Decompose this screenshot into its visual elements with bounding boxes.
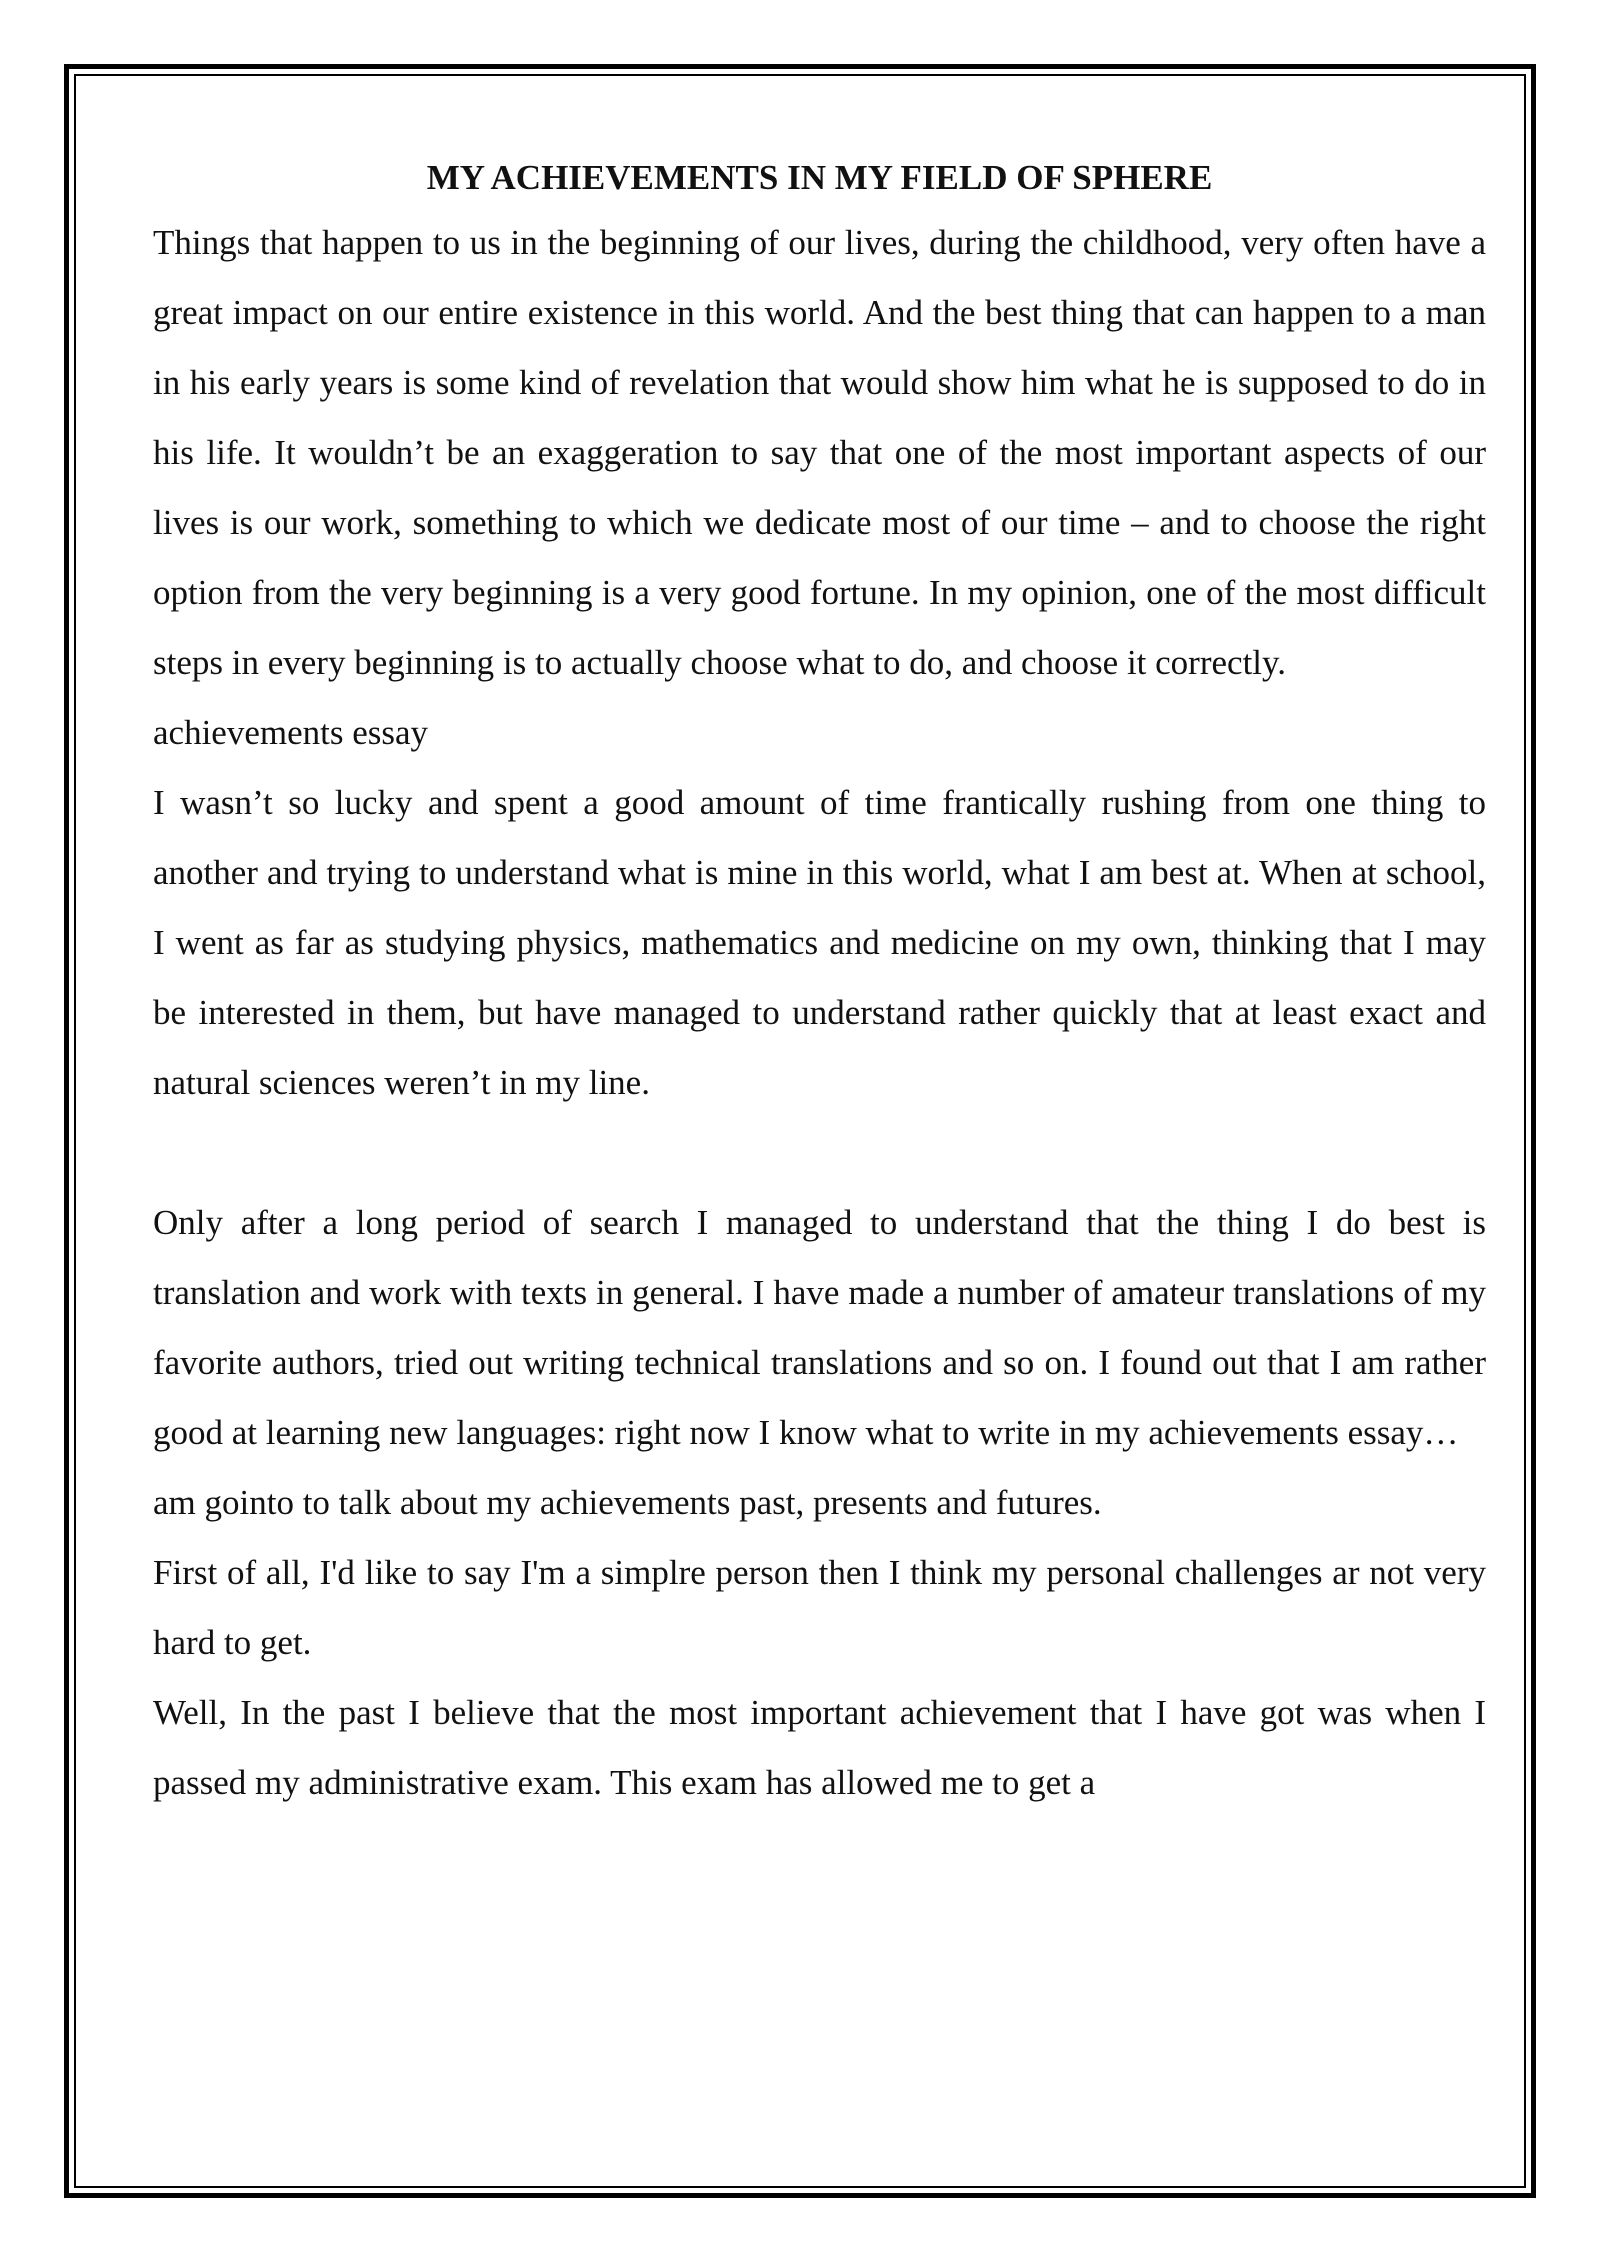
paragraph-administrative-exam: Well, In the past I believe that the most important achievement that I have got was when I passed my administrative exam. This exam has allowed me to get a (153, 1693, 1486, 1802)
document-body (153, 148, 1486, 1818)
document-title: MY ACHIEVEMENTS IN MY FIELD OF SPHERE (426, 158, 1213, 197)
paragraph-search: I wasn’t so lucky and spent a good amount of time frantically rushing from one thing to another and trying to understand what is mine in this world, what I am best at. When at school, I went as far as studying physics, mathematics and medicine on my own, thinking that I may be interested in them, but have managed to understand rather quickly that at least exact and natural sciences weren’t in my line. (153, 783, 1486, 1102)
paragraph-intro: am gointo to talk about my achievements past, presents and futures. (153, 1483, 1102, 1522)
paragraph-childhood: Things that happen to us in the beginning of our lives, during the childhood, very often have a great impact on our entire existence in this world. And the best thing that can happen to a man in his early years is some kind of revelation that would show him what he is supposed to do in his life. It wouldn’t be an exaggeration to say that one of the most important aspects of our lives is our work, something to which we dedicate most of our time – and to choose the right option from the very beginning is a very good fortune. In my opinion, one of the most difficult steps in every beginning is to actually choose what to do, and choose it correctly. (153, 223, 1486, 682)
paragraph-translation: Only after a long period of search I managed to understand that the thing I do best is translation and work with texts in general. I have made a number of amateur translations of my favorite authors, tried out writing technical translations and so on. I found out that I am rather good at learning new languages: right now I know what to write in my achievements essay… (153, 1203, 1486, 1452)
paragraph-simple-person: First of all, I'd like to say I'm a simplre person then I think my personal challenges ar not very hard to get. (153, 1553, 1486, 1662)
paragraph-achievements-essay-label: achievements essay (153, 713, 429, 752)
blank-line (153, 1118, 1486, 1188)
